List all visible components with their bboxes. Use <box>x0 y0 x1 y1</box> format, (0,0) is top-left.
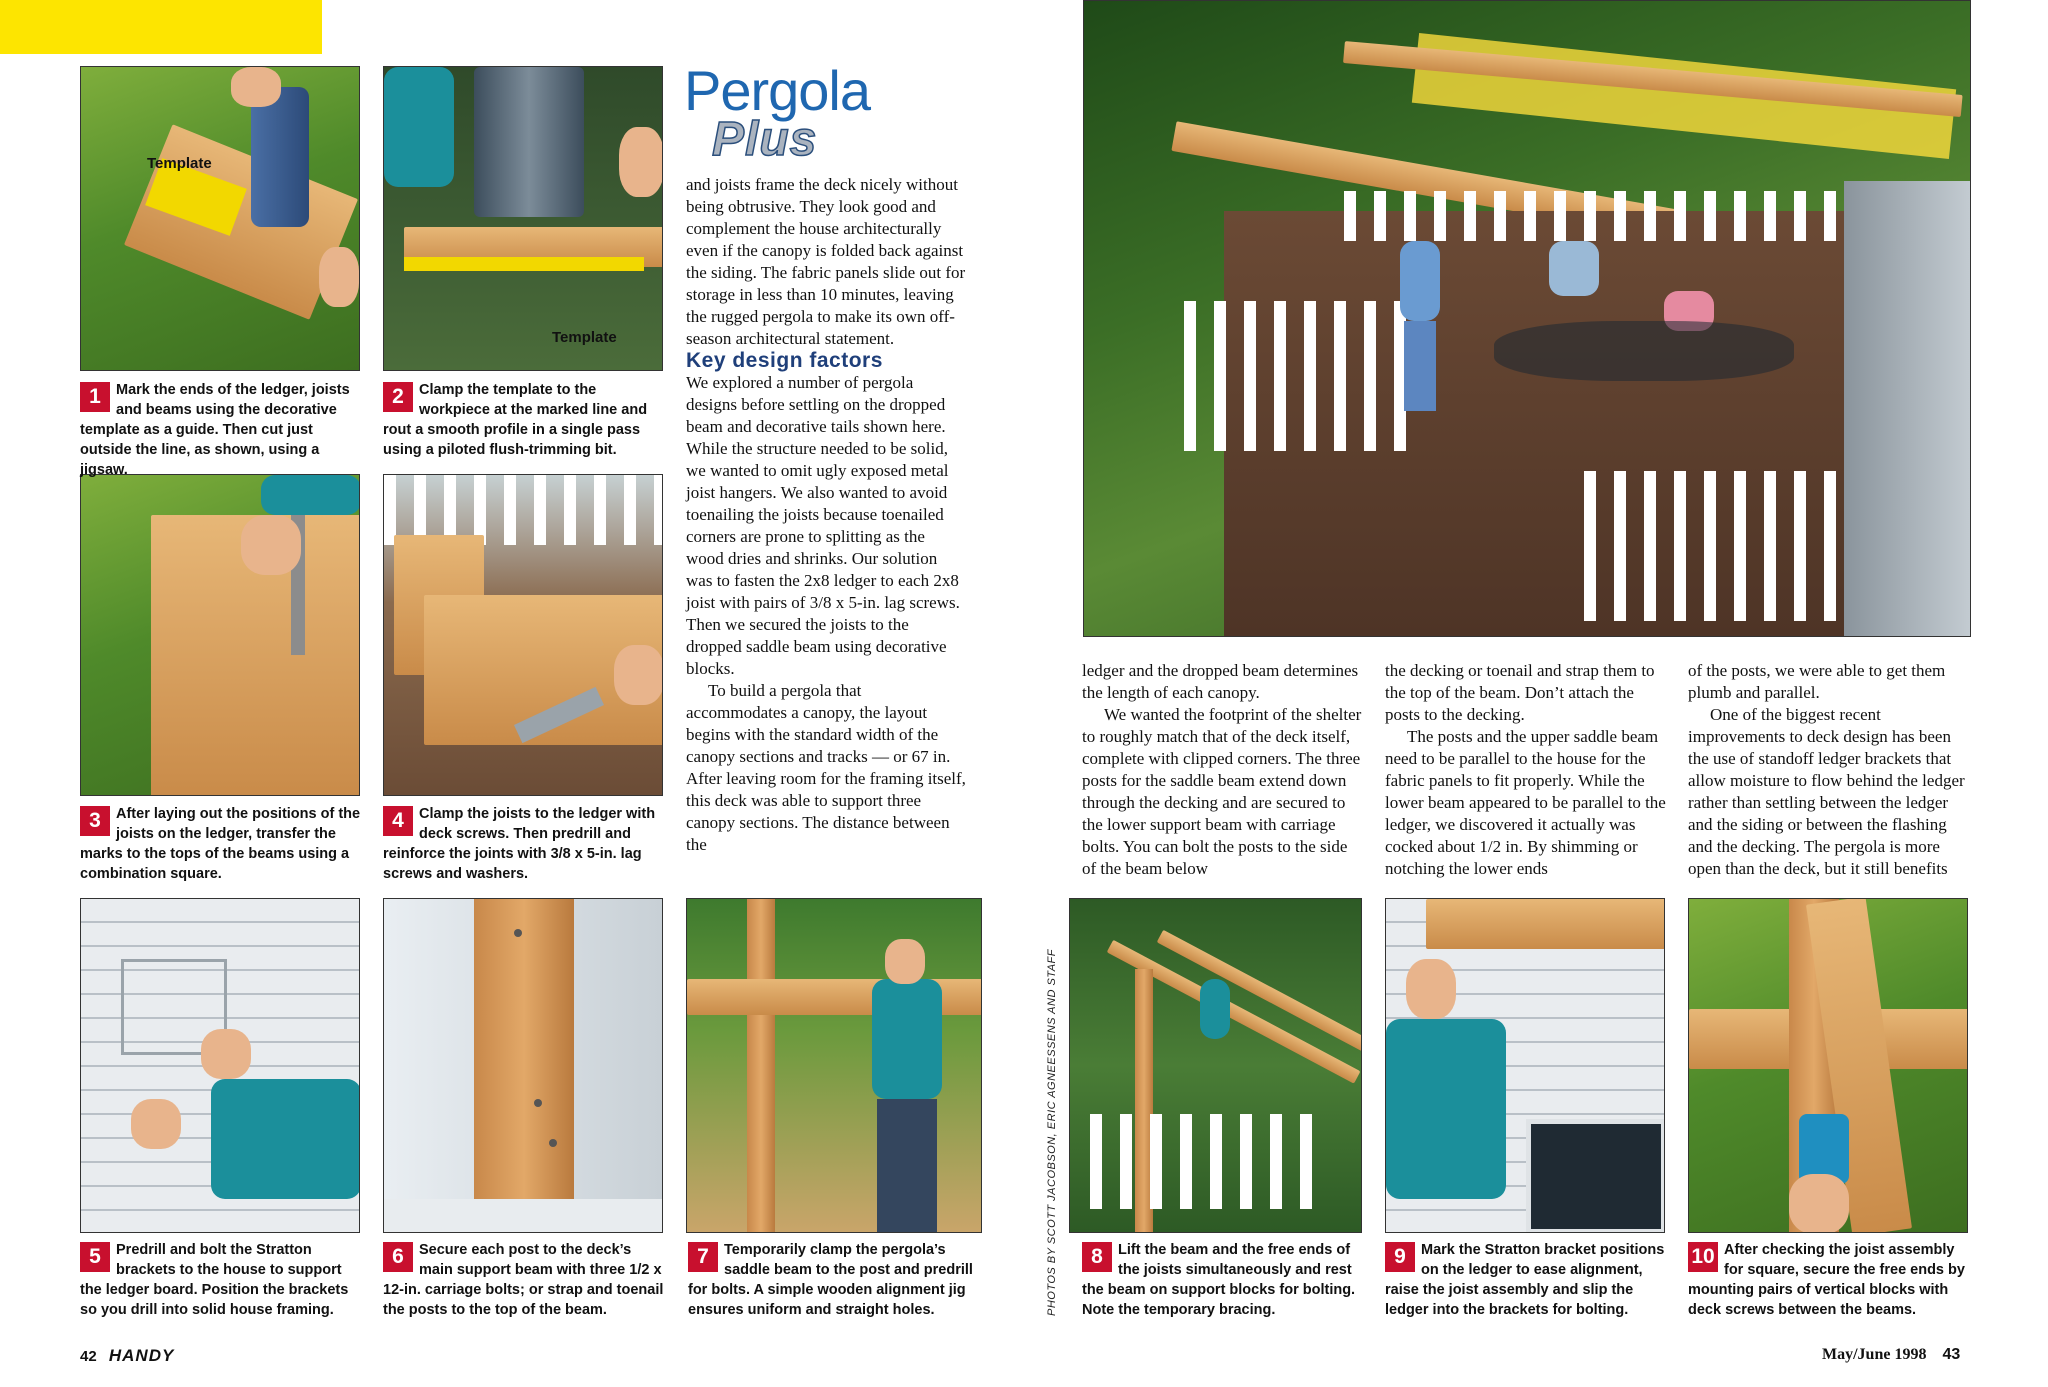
caption-step-2 <box>383 380 665 460</box>
post-shape <box>474 899 574 1204</box>
caption-text: Lift the beam and the free ends of the joists simultaneously and rest the beam on support blocks for bolting. Note the temporary bracing. <box>1082 1242 1356 1318</box>
bolt-shape <box>534 1099 542 1107</box>
beam-white-shape <box>384 1199 663 1233</box>
caption-step-8 <box>1082 1240 1364 1320</box>
caption-text: Mark the ends of the ledger, joists and beams using the decorative template as a guide. Then cut just outside the line, as shown, using a jigsaw. <box>80 382 350 478</box>
hand-shape <box>619 127 663 197</box>
title-plus: Plus <box>712 113 818 166</box>
caption-text: Temporarily clamp the pergola’s saddle beam to the post and predrill for bolts. A simple wooden alignment jig ensures uniform and straight holes. <box>688 1242 973 1318</box>
page-number-left: 42 <box>80 1348 97 1365</box>
worker-shape <box>1200 979 1230 1039</box>
photo-step-8 <box>1069 898 1362 1233</box>
section-subhead: Key design factors <box>686 349 883 372</box>
yellow-header-tab <box>0 0 322 54</box>
article-column-left <box>686 174 966 856</box>
hand-shape <box>1789 1174 1849 1233</box>
step-number-badge: 2 <box>383 382 413 412</box>
page-number-right: 43 <box>1942 1346 1961 1363</box>
table-shape <box>1494 321 1794 381</box>
step-number-badge: 8 <box>1082 1242 1112 1272</box>
caption-step-1 <box>80 380 362 480</box>
step-number-badge: 3 <box>80 806 110 836</box>
body-paragraph: We wanted the footprint of the shelter to roughly match that of the deck itself, complete with clipped corners. The three posts for the saddle beam extend down through the decking and are secured to the lower support beam with carriage bolts. You can bolt the posts to the side of the beam below <box>1082 705 1362 878</box>
photo-label-template: Template <box>147 155 212 172</box>
caption-text: Secure each post to the deck’s main support beam with three 1/2 x 12-in. carriage bolts; or strap and toenail the posts to the top of the beam. <box>383 1242 664 1318</box>
issue-date: May/June 1998 <box>1822 1346 1927 1363</box>
bolt-shape <box>514 929 522 937</box>
article-column-c <box>1688 660 1970 880</box>
worker-jeans-shape <box>877 1099 937 1233</box>
photo-step-4 <box>383 474 663 796</box>
worker-shirt-shape <box>1386 1019 1506 1199</box>
photo-step-1 <box>80 66 360 371</box>
photo-step-9 <box>1385 898 1665 1233</box>
caption-step-4 <box>383 804 665 884</box>
worker-head-shape <box>885 939 925 984</box>
person-shape <box>1549 241 1599 296</box>
caption-text: After checking the joist assembly for square, secure the free ends by mounting pairs of vertical blocks with deck screws between the beams. <box>1688 1242 1965 1318</box>
body-paragraph: ledger and the dropped beam determines the length of each canopy. <box>1082 661 1359 702</box>
hand-shape <box>201 1029 251 1079</box>
article-column-a <box>1082 660 1364 880</box>
photo-step-7 <box>686 898 982 1233</box>
caption-text: After laying out the positions of the joists on the ledger, transfer the marks to the tops of the beams using a combination square. <box>80 806 361 882</box>
railing-shape <box>1344 191 1904 241</box>
railing-shape <box>1184 301 1424 451</box>
person-shape <box>1400 241 1440 321</box>
caption-text: Mark the Stratton bracket positions on the ledger to ease alignment, raise the joist assembly and slip the ledger into the brackets for bolting. <box>1385 1242 1665 1318</box>
caption-step-9 <box>1385 1240 1667 1320</box>
folio-right <box>1822 1346 1960 1364</box>
person-jeans-shape <box>1404 321 1436 411</box>
arm-shape <box>211 1079 360 1199</box>
hand-shape <box>241 515 301 575</box>
post-shape <box>747 899 775 1233</box>
photo-step-2 <box>383 66 663 371</box>
article-column-b <box>1385 660 1667 880</box>
step-number-badge: 9 <box>1385 1242 1415 1272</box>
house-roof-shape <box>1844 181 1971 637</box>
photo-step-5 <box>80 898 360 1233</box>
body-paragraph: and joists frame the deck nicely without being obtrusive. They look good and complement the house architecturally even if the canopy is folded back against the siding. The fabric panels slide out for storage in less than 10 minutes, leaving the rugged pergola to make its own off-season architectural statement. <box>686 175 966 348</box>
caption-text: Clamp the template to the workpiece at the marked line and rout a smooth profile in a single pass using a piloted flush-trimming bit. <box>383 382 648 458</box>
hand-shape <box>231 67 281 107</box>
photo-label-template: Template <box>552 329 617 346</box>
photo-step-3 <box>80 474 360 796</box>
caption-step-7 <box>688 1240 984 1320</box>
step-number-badge: 10 <box>1688 1242 1718 1272</box>
worker-head-shape <box>1406 959 1456 1019</box>
step-number-badge: 4 <box>383 806 413 836</box>
template-shape <box>404 257 644 271</box>
folio-left <box>80 1346 174 1366</box>
body-paragraph: The posts and the upper saddle beam need to be parallel to the house for the fabric panels to fit properly. While the lower beam appeared to be parallel to the ledger, we discovered it actually was cocked about 1/2 in. By shimming or notching the lower ends <box>1385 727 1666 878</box>
caption-step-5 <box>80 1240 362 1320</box>
body-paragraph: One of the biggest recent improvements to deck design has been the use of standoff ledger brackets that allow moisture to flow behind the ledger rather than settling between the ledger and the siding or between the flashing and the decking. The pergola is more open than the deck, but it still benefits <box>1688 705 1965 878</box>
title-pergola: Pergola <box>684 59 871 122</box>
joist-shape <box>1157 930 1362 1064</box>
arm-shape <box>261 475 360 515</box>
body-paragraph: the decking or toenail and strap them to the top of the beam. Don’t attach the posts to the decking. <box>1385 661 1655 724</box>
caption-step-6 <box>383 1240 665 1320</box>
photo-credit: PHOTOS BY SCOTT JACOBSON, ERIC AGNEESSENS AND STAFF <box>1046 949 1058 1316</box>
bolt-shape <box>549 1139 557 1147</box>
ledger-shape <box>1426 899 1665 949</box>
body-paragraph: To build a pergola that accommodates a canopy, the layout begins with the standard width of the canopy sections and tracks — or 67 in. After leaving room for the framing itself, this deck was able to support three canopy sections. The distance between the <box>686 681 966 854</box>
worker-shirt-shape <box>872 979 942 1099</box>
railing-shape <box>1584 471 1844 621</box>
caption-text: Predrill and bolt the Stratton brackets to the house to support the ledger board. Position the brackets so you drill into solid house framing. <box>80 1242 349 1318</box>
body-paragraph: of the posts, we were able to get them plumb and parallel. <box>1688 661 1946 702</box>
step-number-badge: 7 <box>688 1242 718 1272</box>
caption-text: Clamp the joists to the ledger with deck screws. Then predrill and reinforce the joints with 3/8 x 5-in. lag screws and washers. <box>383 806 656 882</box>
hand-shape <box>614 645 663 705</box>
window-shape <box>1526 1119 1665 1233</box>
railing-shape <box>1090 1114 1320 1209</box>
step-number-badge: 1 <box>80 382 110 412</box>
caption-step-10 <box>1688 1240 1970 1320</box>
caption-step-3 <box>80 804 362 884</box>
magazine-brand: HANDY <box>108 1346 175 1365</box>
step-number-badge: 5 <box>80 1242 110 1272</box>
hand-shape <box>319 247 359 307</box>
body-paragraph: We explored a number of pergola designs before settling on the dropped beam and decorative tails shown here. While the structure needed to be solid, we wanted to omit ugly exposed metal joist hangers. We also wanted to avoid toenailing the joists because toenailed corners are prone to splitting as the wood dries and shrinks. Our solution was to fasten the 2x8 ledger to each 2x8 joist with pairs of 3/8 x 5-in. lag screws. Then we secured the joists to the dropped saddle beam using decorative blocks. <box>686 373 960 678</box>
photo-step-6 <box>383 898 663 1233</box>
photo-step-10 <box>1688 898 1968 1233</box>
router-shape <box>474 67 584 217</box>
step-number-badge: 6 <box>383 1242 413 1272</box>
hand-shape <box>131 1099 181 1149</box>
arm-shape <box>384 67 454 187</box>
jigsaw-shape <box>251 87 309 227</box>
hero-photo-pergola-deck <box>1083 0 1971 637</box>
